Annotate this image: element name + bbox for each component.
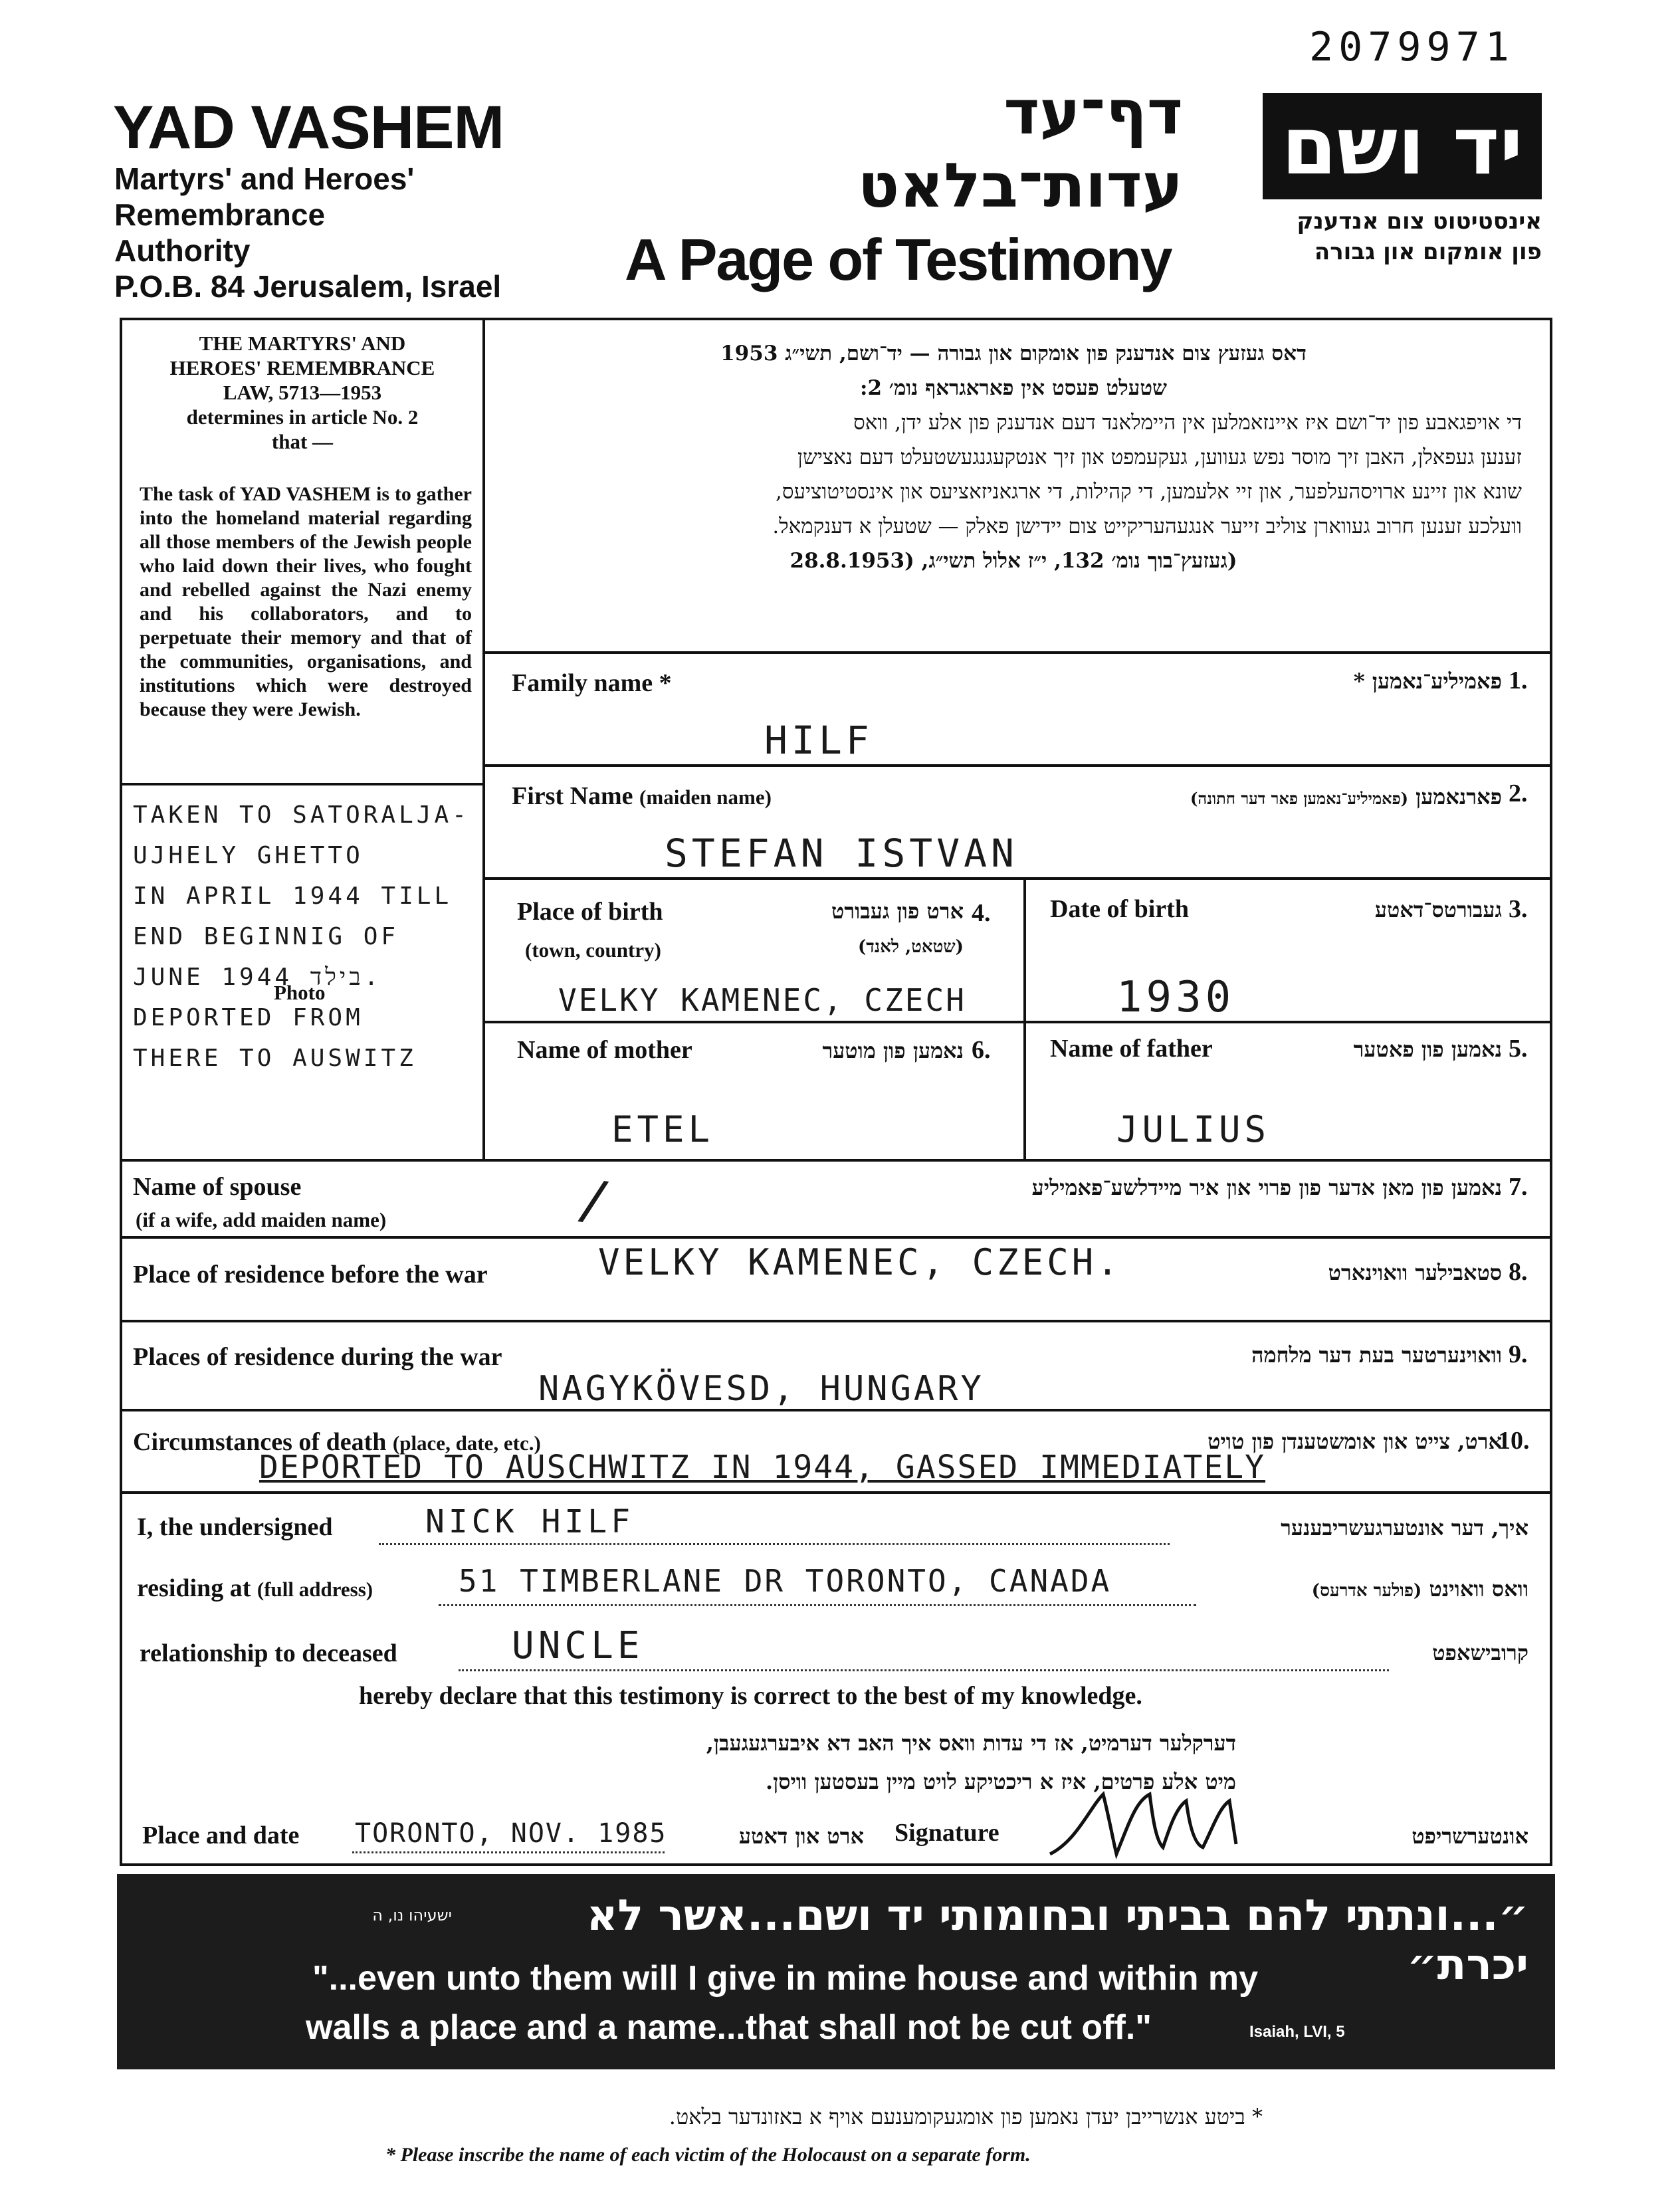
note-line: DEPORTED FROM (133, 1004, 364, 1031)
relationship-label-yiddish: קרובישאפט (1432, 1640, 1528, 1665)
family-name-label-yiddish: פאמיליע־נאמען * (1353, 669, 1502, 694)
document-number: 2079971 (1309, 24, 1515, 70)
footnote-english: * Please inscribe the name of each victim of the Holocaust on a separate form. (385, 2144, 1031, 2166)
banner-quote-yiddish: ״...ונתתי להם בביתי ובחומותי יד ושם...אשר לא יכרת״ (586, 1891, 1528, 1990)
undersigned-value: NICK HILF (425, 1503, 635, 1540)
residing-hint-yiddish: (פולער אדרעס) (1311, 1581, 1422, 1601)
mother-name-label: Name of mother (517, 1036, 692, 1064)
first-name-value: STEFAN ISTVAN (665, 831, 1018, 876)
divider (120, 1409, 1552, 1411)
residence-during-war-label-yiddish: וואוינערטער בעת דער מלחמה (1251, 1342, 1502, 1368)
divider (485, 877, 1552, 880)
authority-line: Remembrance (114, 197, 326, 232)
circumstances-of-death-label-yiddish: ארט, צייט און אומשטענדן פון טויט (1208, 1429, 1502, 1454)
note-line: TAKEN TO SATORALJA- (133, 801, 470, 829)
date-of-birth-label-yiddish: געבורטס־דאטע (1374, 897, 1502, 922)
banner-source-yiddish: ישעיהו נו, ה (372, 1906, 452, 1925)
statement-yiddish-line: מיט אלע פרטים, איז א ריכטיקע לויט מיין בעסטען וויסן. (765, 1769, 1236, 1794)
divider (485, 1021, 1552, 1023)
residence-before-war-value: VELKY KAMENEC, CZECH. (598, 1241, 1122, 1283)
signature-mark (1037, 1781, 1249, 1867)
maiden-name-hint-yiddish: (פאמיליע־נאמען פאר דער חתונה) (1190, 789, 1408, 808)
place-of-birth-value: VELKY KAMENEC, CZECH (558, 982, 966, 1018)
father-name-label-yiddish: נאמען פון פאטער (1353, 1037, 1502, 1062)
law-body-english: The task of YAD VASHEM is to gather into the homeland material regarding all those members of the Jewish people who laid down their lives, who fought and rebelled against the Nazi enemy and his collaborators, and to perpetuate their memory and that of the communities, organisations, and institutions which were destroyed because they were Jewish. (140, 483, 472, 720)
divider-vertical (1023, 877, 1026, 1159)
first-name-label-yiddish (984, 784, 1502, 809)
spouse-hint: (if a wife, add maiden name) (136, 1208, 387, 1231)
divider (485, 651, 1552, 654)
note-line: THERE TO AUSWITZ (133, 1045, 417, 1072)
title-yiddish-1: דף־עד (1003, 77, 1183, 148)
residing-yiddish-text: וואס וואוינט (1429, 1576, 1528, 1602)
law-yiddish-line: שונא און זיינע ארויסהעלפער, און זיי אלעמען, די קהילות, די ארגאניזאציעס און אינסטיטוציעס, (776, 480, 1522, 504)
residence-before-war-label: Place of residence before the war (133, 1261, 488, 1289)
undersigned-line (379, 1540, 1170, 1545)
signature-label: Signature (894, 1819, 999, 1847)
place-of-birth-hint-yiddish: (שטאט, לאנד) (857, 937, 964, 957)
divider (120, 1320, 1552, 1322)
law-yiddish-line: די אויפגאבע פון יד־ושם איז איינזאמלען אין היימלאנד דעם אנדענק פון אלע ידן, וואס (853, 411, 1522, 435)
divider (120, 1491, 1552, 1494)
note-line: IN APRIL 1944 TILL (133, 883, 453, 910)
note-line: UJHELY GHETTO (133, 842, 364, 869)
law-heading-line: that — (271, 430, 334, 453)
residing-label-yiddish (1209, 1576, 1528, 1602)
statement-yiddish-line: דערקלער דערמיט, אז די עדות וואס איך האב דא איבערגעגעבן, (706, 1730, 1236, 1756)
title-yiddish-2: עדות־בלאט (857, 150, 1183, 221)
law-heading-line: LAW, 5713—1953 (223, 381, 382, 404)
undersigned-label-yiddish: איך, דער אונטערגעשריבענער (1281, 1515, 1528, 1540)
undersigned-label: I, the undersigned (137, 1513, 333, 1541)
mother-name-value: ETEL (611, 1108, 714, 1150)
institute-line: פון אומקום און גבורה (1314, 239, 1542, 265)
photo-label: Photo (274, 981, 326, 1004)
note-line: JUNE בילד 1944. (133, 964, 382, 991)
banner-quote-line-2: walls a place and a name...that shall not be cut off." (306, 2008, 1152, 2047)
institute-name (1236, 206, 1542, 267)
first-name-yiddish-text: פארנאמען (1416, 784, 1502, 809)
mother-name-label-yiddish: נאמען פון מוטער (822, 1038, 964, 1063)
family-name-label: Family name * (512, 669, 672, 697)
first-name-label-text: First Name (512, 782, 633, 810)
law-heading-line: determines in article No. 2 (186, 405, 419, 429)
law-yiddish-line: שטעלט פעסט אין פאראגראף נומ׳ 2: (859, 376, 1167, 400)
field-number: 5. (1509, 1035, 1528, 1063)
first-name-label (512, 781, 772, 811)
law-heading (132, 331, 473, 454)
signature-label-yiddish: אונטערשריפט (1412, 1823, 1528, 1849)
residing-hint: (full address) (257, 1578, 373, 1601)
law-yiddish-line: דאס געזעץ צום אנדענק פון אומקום און גבורה — יד־ושם, תשי״ג 1953 (720, 342, 1307, 365)
residing-line (439, 1602, 1196, 1606)
field-number: 1. (1509, 667, 1528, 694)
circumstances-of-death-value: DEPORTED TO AUSCHWITZ IN 1944, GASSED IMMEDIATELY (259, 1449, 1266, 1486)
date-of-birth-label: Date of birth (1050, 895, 1189, 923)
place-date-label-yiddish: ארט און דאטע (738, 1823, 864, 1849)
field-number: 6. (972, 1036, 991, 1064)
spouse-label-yiddish: נאמען פון מאן אדער פון פרוי און איר מיידלשע־פאמיליע (1031, 1175, 1502, 1200)
place-date-line (352, 1849, 665, 1853)
authority-address: P.O.B. 84 Jerusalem, Israel (114, 269, 502, 304)
relationship-value: UNCLE (512, 1624, 644, 1667)
divider (485, 764, 1552, 767)
residence-before-war-label-yiddish: סטאבילער וואוינארט (1328, 1260, 1502, 1285)
residing-value: 51 TIMBERLANE DR TORONTO, CANADA (459, 1563, 1112, 1599)
yad-vashem-title: YAD VASHEM (113, 94, 504, 161)
father-name-label: Name of father (1050, 1035, 1213, 1063)
divider (120, 1236, 1552, 1239)
law-heading-line: THE MARTYRS' AND (199, 332, 406, 355)
authority-block (114, 161, 501, 304)
field-number: 7. (1509, 1173, 1528, 1201)
death-label-text: Circumstances of death (133, 1428, 387, 1456)
residence-during-war-value: NAGYKÖVESD, HUNGARY (538, 1369, 984, 1409)
banner-quote-line-1: "...even unto them will I give in mine house and within my (312, 1959, 1259, 1998)
relationship-line (459, 1667, 1389, 1671)
authority-line: Martyrs' and Heroes' (114, 161, 415, 196)
place-of-birth-label-yiddish: ארט פון געבורט (831, 898, 964, 924)
law-heading-line: HEROES' REMEMBRANCE (169, 356, 435, 379)
banner-source-english: Isaiah, LVI, 5 (1249, 2023, 1345, 2041)
spouse-label: Name of spouse (133, 1173, 302, 1201)
law-yiddish-line: (געזעץ־בוך נומ׳ 132, י״ז אלול תשי״ג, (28.8.1953 (789, 549, 1237, 573)
place-date-label: Place and date (142, 1821, 300, 1849)
law-yiddish (505, 336, 1522, 578)
spouse-value: / (574, 1167, 619, 1234)
residing-label (137, 1574, 373, 1603)
field-number: 9. (1509, 1340, 1528, 1368)
note-line: END BEGINNIG OF (133, 923, 399, 950)
declaration-statement: hereby declare that this testimony is correct to the best of my knowledge. (359, 1682, 1142, 1710)
family-name-value: HILF (764, 718, 873, 763)
law-yiddish-line: וועלכע זענען חרוב געווארן צוליב זייער אנגעהעריקייט צום יידישן פאלק — שטעלן א דענקמאל. (772, 514, 1522, 538)
divider (120, 1159, 1552, 1162)
field-number: 4. (972, 899, 991, 927)
place-date-value: TORONTO, NOV. 1985 (355, 1818, 667, 1849)
death-hint: (place, date, etc.) (392, 1431, 541, 1455)
date-of-birth-value: 1930 (1116, 973, 1235, 1022)
institute-line: אינסטיטוט צום אנדענק (1297, 208, 1542, 235)
yad-vashem-logo: יד ושם (1263, 93, 1542, 199)
page-title: A Page of Testimony (625, 227, 1172, 292)
maiden-name-hint: (maiden name) (639, 785, 772, 809)
field-number: 10. (1498, 1427, 1530, 1455)
residing-label-text: residing at (137, 1574, 251, 1602)
law-yiddish-line: זענען געפאלן, האבן זיך מוסר נפש געווען, געקעמפט און זיך אנטקעגנגעשטעלט דעם נאצישן (797, 445, 1522, 469)
field-number: 2. (1509, 780, 1528, 807)
father-name-value: JULIUS (1116, 1108, 1271, 1150)
place-of-birth-label: Place of birth (517, 898, 663, 926)
relationship-label: relationship to deceased (140, 1639, 397, 1667)
field-number: 8. (1509, 1258, 1528, 1286)
authority-line: Authority (114, 233, 251, 268)
photo-area-note (133, 795, 478, 1079)
place-of-birth-hint: (town, country) (525, 938, 661, 962)
field-number: 3. (1509, 895, 1528, 923)
footnote-yiddish: * ביטע אנשרייבן יעדן נאמען פון אומגעקומענעם אויף א באזונדער בלאט. (669, 2104, 1263, 2129)
residence-during-war-label: Places of residence during the war (133, 1343, 502, 1371)
